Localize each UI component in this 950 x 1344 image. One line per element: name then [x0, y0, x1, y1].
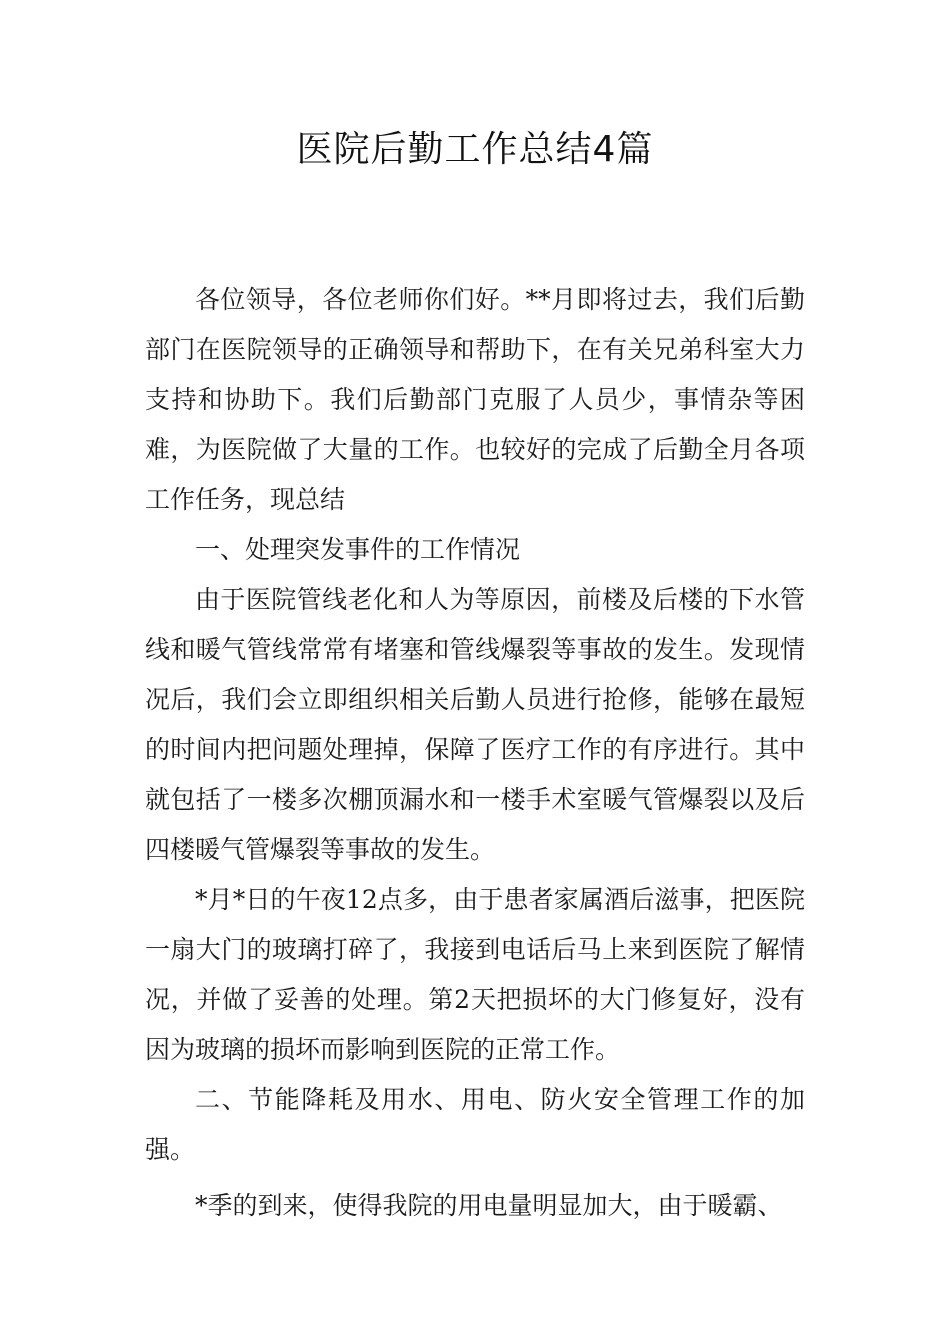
paragraph-electricity-usage: *季的到来，使得我院的用电量明显加大，由于暖霸、	[195, 1191, 783, 1220]
paragraph-pipeline-repairs: 由于医院管线老化和人为等原因，前楼及后楼的下水管线和暖气管线常常有堵塞和管线爆裂等事故的发生。发现情况后，我们会立即组织相关后勤人员进行抢修，能够在最短的时间内把问题处理掉，保障了医疗工作的有序进行。其中就包括了一楼多次棚顶漏水和一楼手术室暖气管爆裂以及后四楼暖气管爆裂等事故的发生。	[145, 585, 805, 864]
paragraph-intro: 各位领导，各位老师你们好。**月即将过去，我们后勤部门在医院领导的正确领导和帮助下，在有关兄弟科室大力支持和协助下。我们后勤部门克服了人员少，事情杂等困难，为医院做了大量的工作。也较好的完成了后勤全月各项工作任务，现总结	[145, 285, 805, 514]
document-title: 医院后勤工作总结4篇	[296, 129, 654, 170]
section-heading-emergency: 一、处理突发事件的工作情况	[195, 535, 521, 564]
document-body	[145, 275, 805, 1231]
section-heading-energy-safety: 二、节能降耗及用水、用电、防火安全管理工作的加强。	[145, 1085, 805, 1164]
paragraph-door-glass-incident: *月*日的午夜12点多，由于患者家属酒后滋事，把医院一扇大门的玻璃打碎了，我接到电话后马上来到医院了解情况，并做了妥善的处理。第2天把损坏的大门修复好，没有因为玻璃的损坏而影响到医院的正常工作。	[145, 885, 805, 1064]
